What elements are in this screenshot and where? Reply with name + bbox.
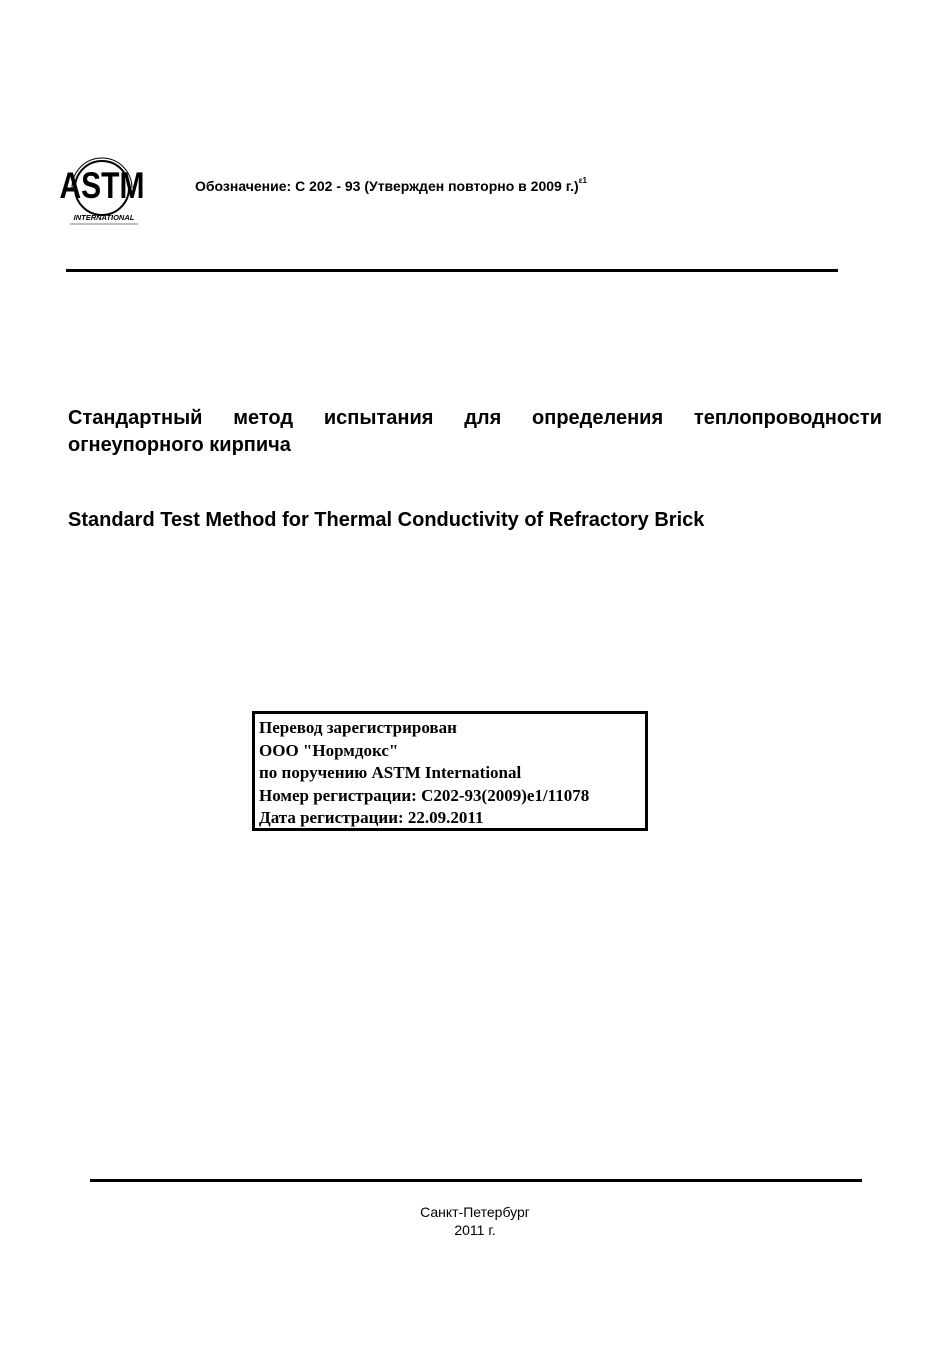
title-russian: Стандартный метод испытания для определения теплопроводности огнеупорного кирпича (68, 407, 882, 456)
registration-line-2: ООО "Нормдокс" (259, 740, 399, 760)
title-english: Standard Test Method for Thermal Conductivity of Refractory Brick (68, 509, 705, 531)
logo-subtext: INTERNATIONAL (73, 213, 135, 222)
registration-line-3: по поручению ASTM International (259, 763, 522, 782)
document-designation (195, 178, 587, 194)
registration-line-1: Перевод зарегистрирован (259, 718, 457, 737)
footer-year: 2011 г. (454, 1222, 496, 1238)
astm-logo (59, 158, 145, 228)
footer-city: Санкт-Петербург (420, 1204, 530, 1220)
registration-box (252, 711, 648, 831)
designation-text: Обозначение: C 202 - 93 (Утвержден повторно в 2009 г.) (195, 178, 579, 194)
registration-date: Дата регистрации: 22.09.2011 (259, 808, 484, 827)
header-divider (66, 269, 838, 272)
logo-letters: ASTM (59, 164, 145, 207)
astm-logo-icon (59, 158, 145, 228)
designation-superscript: ε1 (578, 176, 587, 185)
footer-divider (90, 1179, 862, 1182)
registration-number: Номер регистрации: C202-93(2009)e1/11078 (259, 785, 590, 805)
footer (0, 1203, 950, 1239)
